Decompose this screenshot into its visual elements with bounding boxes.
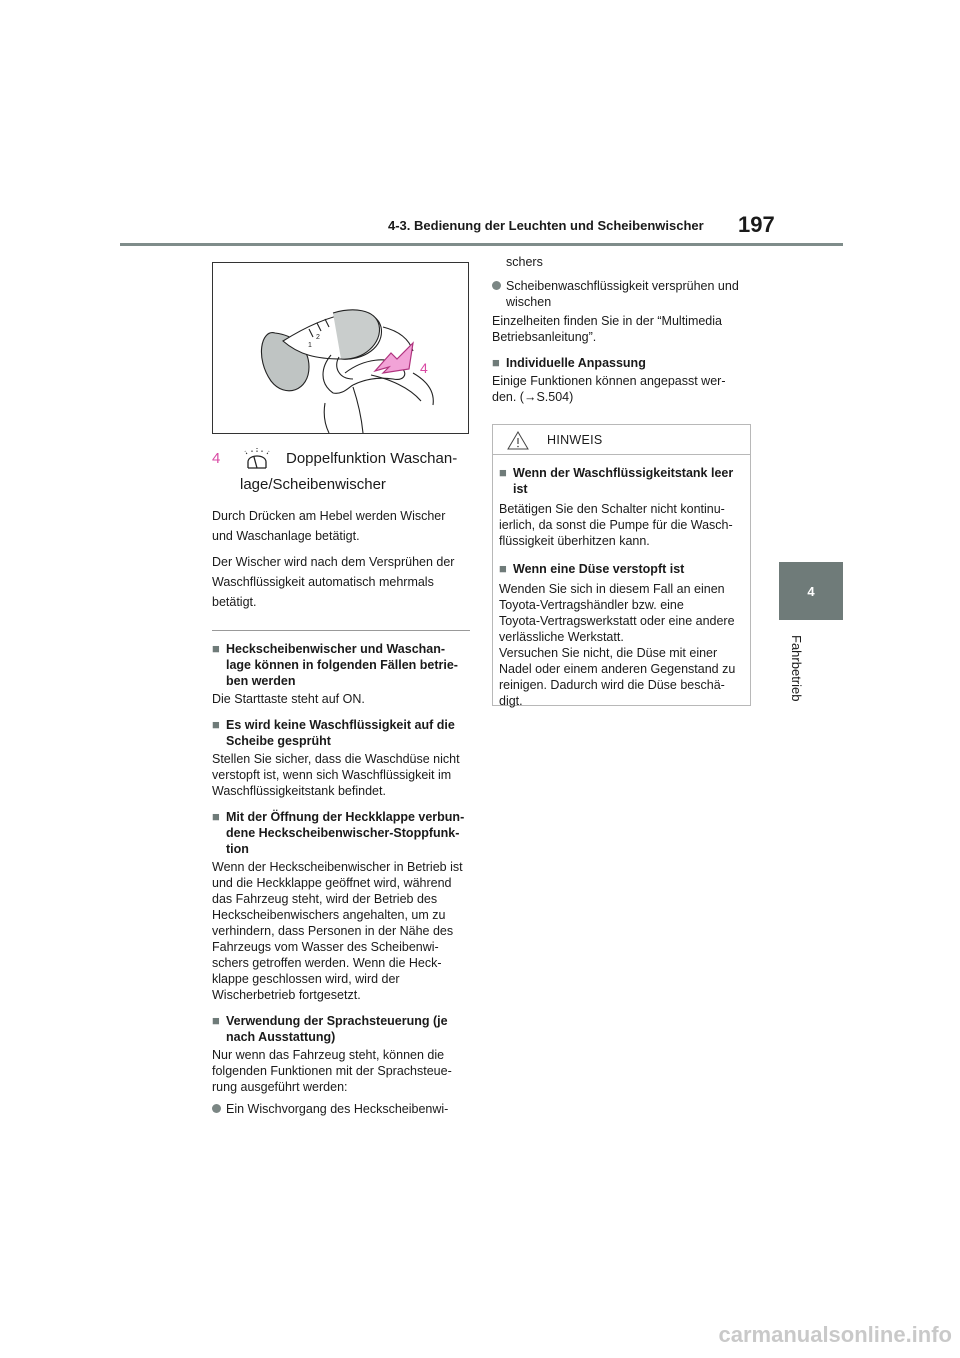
section-heading: ■ Es wird keine Waschflüssigkeit auf die Scheibe gesprüht bbox=[212, 717, 455, 748]
item-number: 4 bbox=[212, 450, 221, 467]
page-number: 197 bbox=[738, 212, 775, 237]
section-body: Betätigen Sie den Schalter nicht kontinu- ierlich, da sonst die Pumpe für die Wasch- flüssigkeit überhitzen kann. bbox=[499, 502, 733, 548]
callout-number: 4 bbox=[420, 360, 428, 376]
item-paragraph: Durch Drücken am Hebel werden Wischer und Waschanlage betätigt. bbox=[212, 509, 446, 543]
wiper-lever-illustration bbox=[212, 262, 469, 434]
watermark: carmanualsonline.info bbox=[718, 1322, 952, 1347]
notice-title: HINWEIS bbox=[547, 432, 603, 447]
right-column bbox=[492, 254, 754, 405]
lever-hand-drawing bbox=[213, 263, 468, 433]
list-item-cont: schers bbox=[506, 255, 543, 269]
square-bullet-icon: ■ bbox=[499, 465, 507, 480]
item-title-cont: lage/Scheibenwischer bbox=[240, 476, 386, 493]
section-body: Einige Funktionen können angepasst wer- den. (→S.504) bbox=[492, 374, 726, 404]
push-arrow bbox=[375, 343, 413, 373]
notice-box bbox=[492, 424, 751, 706]
warning-triangle-icon bbox=[507, 430, 529, 450]
section-divider bbox=[212, 630, 470, 631]
round-bullet-icon bbox=[492, 281, 501, 290]
section-heading: ■ Wenn der Waschflüssigkeitstank leer ist bbox=[499, 465, 734, 496]
square-bullet-icon: ■ bbox=[212, 641, 220, 656]
item-title: Doppelfunktion Waschan- bbox=[286, 450, 458, 467]
chapter-label: Fahrbetrieb bbox=[789, 635, 804, 702]
square-bullet-icon: ■ bbox=[492, 355, 500, 370]
header-rule bbox=[120, 243, 843, 246]
notice-header bbox=[493, 425, 750, 455]
svg-text:1: 1 bbox=[308, 342, 312, 349]
section-body: Wenn der Heckscheibenwischer in Betrieb ist und die Heckklappe geöffnet wird, während das Fahrzeug steht, wird der Betrieb des Heckscheibenwischers angehalten, um zu verhindern, dass Personen in der Nähe des Fahrzeugs vom Wasser des Scheibenwi- schers getroffen werden. Wenn die Heck- klappe geschlossen wird, wird der Wischerbetrieb fortgesetzt. bbox=[212, 860, 463, 1002]
details-text: Einzelheiten finden Sie in der “Multimedia Betriebsanleitung”. bbox=[492, 314, 722, 344]
section-title: 4-3. Bedienung der Leuchten und Scheibenwischer bbox=[388, 218, 704, 233]
section-heading: ■ Verwendung der Sprachsteuerung (je nach Ausstattung) bbox=[212, 1013, 448, 1044]
square-bullet-icon: ■ bbox=[499, 561, 507, 576]
chapter-tab: 4 bbox=[779, 562, 843, 620]
section-body: Die Starttaste steht auf ON. bbox=[212, 692, 365, 706]
section-heading: ■ Individuelle Anpassung bbox=[492, 355, 646, 370]
notice-body bbox=[493, 455, 750, 709]
square-bullet-icon: ■ bbox=[212, 1013, 220, 1028]
round-bullet-icon bbox=[212, 1104, 221, 1113]
section-body: Nur wenn das Fahrzeug steht, können die folgenden Funktionen mit der Sprachsteue- rung ausgeführt werden: bbox=[212, 1048, 452, 1094]
item-heading bbox=[212, 446, 470, 472]
svg-text:2: 2 bbox=[316, 334, 320, 341]
section-heading: ■ Heckscheibenwischer und Waschan- lage können in folgenden Fällen betrie- ben werden bbox=[212, 641, 458, 688]
square-bullet-icon: ■ bbox=[212, 717, 220, 732]
list-item: Scheibenwaschflüssigkeit versprühen und wischen bbox=[492, 278, 754, 310]
section-heading: ■ Wenn eine Düse verstopft ist bbox=[499, 561, 685, 576]
section-body: Stellen Sie sicher, dass die Waschdüse nicht verstopft ist, wenn sich Waschflüssigkeit im Waschflüssigkeitstank befindet. bbox=[212, 752, 460, 798]
list-item: Ein Wischvorgang des Heckscheibenwi- bbox=[212, 1101, 470, 1117]
washer-wiper-icon bbox=[240, 448, 286, 470]
section-heading: ■ Mit der Öffnung der Heckklappe verbun- dene Heckscheibenwischer-Stoppfunk- tion bbox=[212, 809, 465, 856]
square-bullet-icon: ■ bbox=[212, 809, 220, 824]
left-column bbox=[212, 446, 470, 1117]
item-paragraph: Der Wischer wird nach dem Versprühen der Waschflüssigkeit automatisch mehrmals betätigt. bbox=[212, 555, 455, 609]
section-body: Wenden Sie sich in diesem Fall an einen Toyota-Vertragshändler bzw. eine Toyota-Vertragswerkstatt oder eine andere verlässliche Werkstatt. Versuchen Sie nicht, die Düse mit einer Nadel oder einem anderen Gegenstand zu reinigen. Dadurch wird die Düse beschä- digt. bbox=[499, 582, 736, 708]
